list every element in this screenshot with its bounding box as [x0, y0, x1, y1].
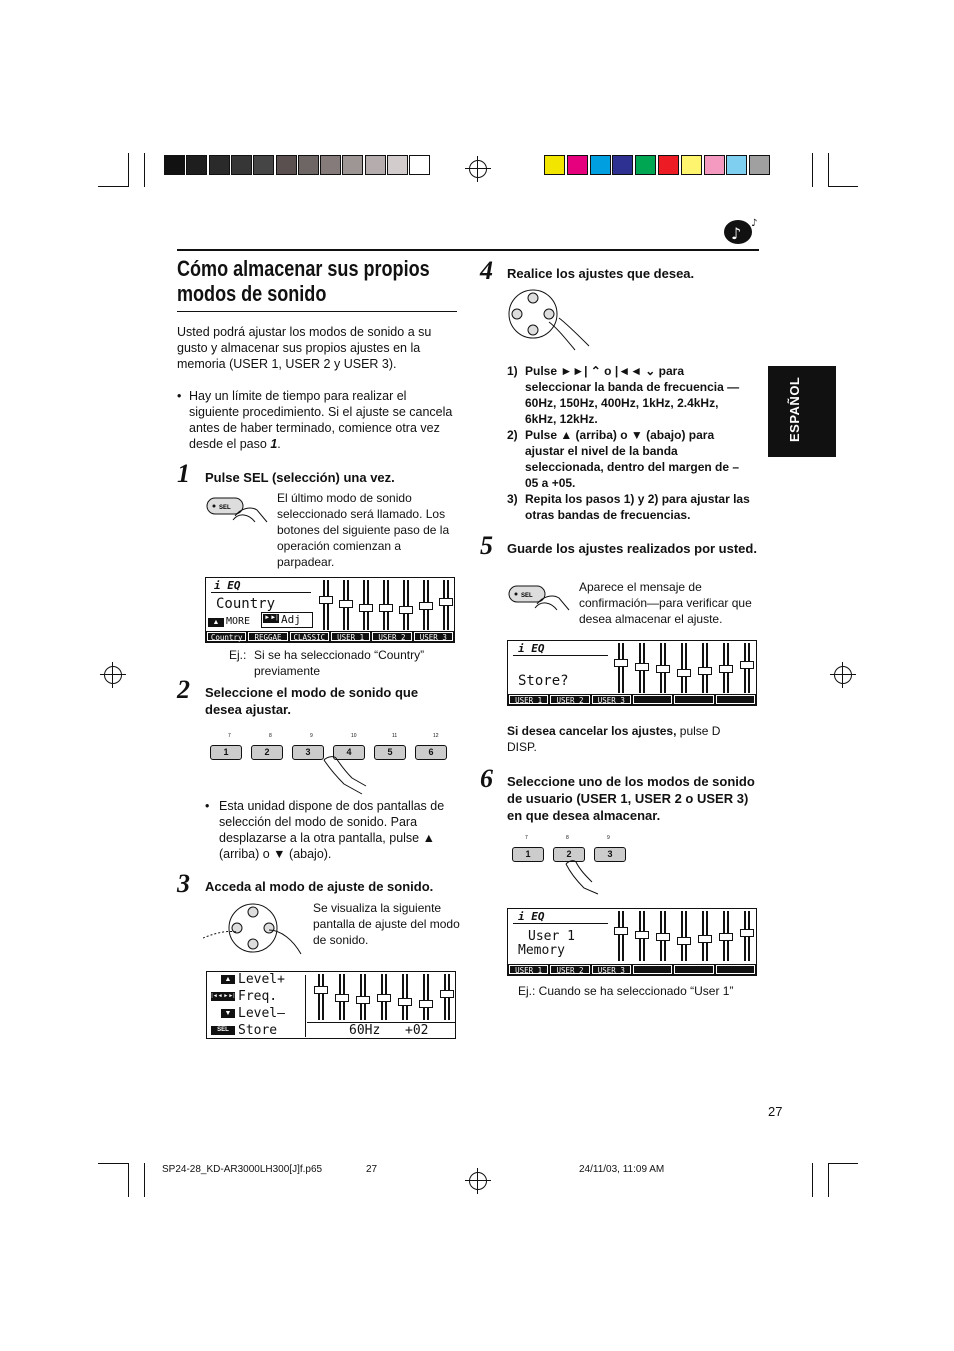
user-button-3[interactable]: 3 [594, 847, 626, 862]
eq-knob [335, 994, 349, 1002]
eq-knob [614, 659, 628, 667]
crop-mark [812, 153, 813, 187]
lcd-tab: USER 2 [372, 632, 411, 641]
sel-icon: SEL [211, 1026, 235, 1035]
title-line: Cómo almacenar sus propios [177, 256, 430, 281]
ieq-logo: i EQ [518, 910, 545, 923]
registration-mark-icon [469, 160, 487, 178]
gray-swatch [409, 155, 430, 175]
substep-label: 1) [507, 364, 518, 378]
sel-label: SEL [521, 593, 533, 599]
lcd-tabs [206, 631, 454, 642]
gray-swatch [253, 155, 274, 175]
lcd-tab [674, 965, 713, 974]
eq-knob [740, 929, 754, 937]
step-number: 2 [177, 675, 190, 704]
crop-mark [128, 153, 129, 187]
lcd-tab: USER 1 [509, 965, 548, 974]
screen-scroll-note: • Esta unidad dispone de dos pantallas de selección del modo de sonido. Para desplazarse a la otra pantalla, pulse ▲ (arriba) o ▼ (abajo). [205, 798, 457, 862]
eq-knob [339, 600, 353, 608]
lcd-tabs [508, 694, 756, 705]
eq-band [622, 911, 624, 961]
step-description: El último modo de sonido seleccionado será llamado. Los botones del siguiente paso de la operación comienzan a parpadear. [277, 491, 450, 569]
step-title: Pulse SEL (selección) una vez. [205, 470, 395, 485]
gray-swatch [387, 155, 408, 175]
eq-band [327, 580, 329, 630]
crop-mark [98, 1163, 129, 1164]
button-alt-number: 7 [525, 835, 528, 841]
lcd-tab [633, 965, 672, 974]
color-swatch [704, 155, 725, 175]
page-title [177, 256, 456, 306]
step-number: 5 [480, 531, 493, 560]
number-button-4[interactable]: 4 [333, 745, 365, 760]
lcd-store-prompt: Store? [518, 673, 569, 689]
ieq-logo: i EQ [214, 579, 241, 592]
control-dial-illustration [203, 900, 303, 958]
caption-text: Si se ha seleccionado “Country” previamente [254, 648, 425, 678]
title-rule [177, 311, 457, 312]
lcd-tab [674, 695, 713, 704]
lcd-tab: Country [207, 632, 246, 641]
number-button-5[interactable]: 5 [374, 745, 406, 760]
lcd-user: User 1 [528, 929, 575, 944]
eq-band [618, 643, 620, 693]
lcd-level-up: Level+ [238, 972, 285, 987]
step-title: Acceda al modo de ajuste de sonido. [205, 879, 434, 894]
eq-knob [698, 935, 712, 943]
color-swatch [681, 155, 702, 175]
lcd-tab: USER 3 [414, 632, 453, 641]
number-button-1[interactable]: 1 [210, 745, 242, 760]
gray-swatch [342, 155, 363, 175]
eq-band [681, 643, 683, 693]
cancel-bold: Si desea cancelar los ajustes, [507, 724, 677, 738]
bullet-text: . [277, 437, 281, 451]
lcd-more: MORE [226, 616, 251, 627]
lcd-freq: Freq. [238, 989, 278, 1004]
eq-knob [319, 596, 333, 604]
eq-band [427, 974, 429, 1020]
eq-band [685, 643, 687, 693]
crop-mark [144, 1163, 145, 1197]
crop-mark [144, 153, 145, 187]
lcd-tabs [508, 964, 756, 975]
sel-button-illustration [507, 582, 571, 618]
color-swatch [590, 155, 611, 175]
music-note-icon [722, 212, 762, 246]
eq-knob [419, 602, 433, 610]
eq-bars [608, 909, 756, 963]
number-button-2[interactable]: 2 [251, 745, 283, 760]
lcd-display-adjust [206, 971, 456, 1039]
lcd-tab [716, 695, 755, 704]
down-icon: ▼ [221, 1009, 235, 1018]
color-swatch [749, 155, 770, 175]
gray-swatch [320, 155, 341, 175]
color-swatch [612, 155, 633, 175]
eq-knob [377, 994, 391, 1002]
lcd-tab [633, 695, 672, 704]
color-swatch [658, 155, 679, 175]
eq-band [323, 580, 325, 630]
crop-mark [98, 186, 129, 187]
crop-mark [812, 1163, 813, 1197]
button-alt-number: 10 [351, 733, 357, 739]
crop-mark [828, 153, 829, 187]
substep-text: Repita los pasos 1) y 2) para ajustar las otras bandas de frecuencias. [525, 492, 750, 522]
lcd-tab [716, 965, 755, 974]
skip-back-icon: |◄◄ [211, 993, 223, 999]
gray-swatch [365, 155, 386, 175]
step-title: Seleccione uno de los modos de sonido de usuario (USER 1, USER 2 o USER 3) en que desea almacenar. [507, 774, 755, 823]
step-number: 4 [480, 256, 493, 285]
up-icon: ▲ [221, 975, 235, 984]
button-alt-number: 7 [228, 733, 231, 739]
substep-label: 2) [507, 428, 518, 442]
gray-swatch [276, 155, 297, 175]
color-swatch [567, 155, 588, 175]
button-alt-number: 12 [433, 733, 439, 739]
eq-knob [656, 933, 670, 941]
skip-forward-icon: ►►| [223, 993, 235, 999]
lcd-tab: CLASSIC [290, 632, 329, 641]
caption-label: Ej.: [229, 648, 247, 662]
lcd-store: Store [238, 1023, 278, 1038]
svg-text:♪: ♪ [731, 224, 742, 243]
lcd-adj: Adj [281, 613, 301, 626]
eq-band [685, 911, 687, 961]
color-swatch [544, 155, 565, 175]
eq-knob [356, 996, 370, 1004]
lcd-level-down: Level– [238, 1006, 285, 1021]
eq-knob [398, 998, 412, 1006]
eq-knob [656, 665, 670, 673]
lcd-tab: USER 2 [550, 695, 589, 704]
button-alt-number: 9 [310, 733, 313, 739]
lcd-display-store [507, 640, 757, 706]
button-alt-number: 11 [392, 733, 398, 739]
eq-bars [309, 972, 455, 1022]
crop-mark [828, 186, 858, 187]
lcd-mode-name: Country [216, 596, 276, 612]
ieq-logo: i EQ [518, 642, 545, 655]
sel-button-illustration [205, 492, 269, 528]
step-description: Se visualiza la siguiente pantalla de ajuste del modo de sonido. [313, 901, 460, 947]
step-number: 6 [480, 764, 493, 793]
color-swatch [635, 155, 656, 175]
lcd-level-value: +02 [405, 1023, 429, 1038]
skip-forward-icon: ►►| [264, 615, 278, 621]
header-rule [177, 249, 759, 251]
bullet-text: Esta unidad dispone de dos pantallas de selección del modo de sonido. Para desplazarse a la otra pantalla, pulse ▲ (arriba) o ▼ (abajo). [219, 799, 445, 861]
button-alt-number: 9 [607, 835, 610, 841]
lcd-tab: USER 3 [592, 695, 631, 704]
step-ref: 1 [270, 437, 278, 451]
lcd-display-country [205, 577, 455, 643]
step-number: 3 [177, 869, 190, 898]
user-button-1[interactable]: 1 [512, 847, 544, 862]
crop-mark [828, 1163, 858, 1164]
time-limit-note: • Hay un límite de tiempo para realizar el siguiente procedimiento. Si el ajuste se cancela antes de haber terminado, comience otra vez desde el paso 1. [177, 389, 453, 451]
eq-bars [608, 641, 756, 695]
gray-swatch [186, 155, 207, 175]
lcd-tab: USER 1 [331, 632, 370, 641]
eq-knob [614, 927, 628, 935]
bullet-text: Hay un límite de tiempo para realizar el siguiente procedimiento. Si el ajuste se cancela antes de haber terminado, comience otra vez desde el paso [189, 389, 453, 451]
substep-label: 3) [507, 492, 518, 506]
step-description: Aparece el mensaje de confirmación—para verificar que desea almacenar el ajuste. [579, 580, 752, 626]
button-alt-number: 8 [566, 835, 569, 841]
cancel-rest: pulse D DISP. [507, 724, 721, 754]
eq-knob [419, 1000, 433, 1008]
lcd-display-user-memory [507, 908, 757, 976]
registration-mark-icon [834, 666, 852, 684]
title-line: modos de sonido [177, 281, 327, 306]
footer-page: 27 [366, 1164, 378, 1175]
eq-band [622, 643, 624, 693]
eq-band [681, 911, 683, 961]
gray-swatch [209, 155, 230, 175]
user-button-2[interactable]: 2 [553, 847, 585, 862]
eq-knob [399, 606, 413, 614]
color-swatch [726, 155, 747, 175]
substep-text: Pulse ▲ (arriba) o ▼ (abajo) para ajustar el nivel de la banda seleccionada, dentro del margen de –05 a +05. [525, 428, 740, 490]
step-title: Realice los ajustes que desea. [507, 266, 695, 281]
eq-band [402, 974, 404, 1020]
eq-knob [440, 990, 454, 998]
gray-swatch [231, 155, 252, 175]
registration-mark-icon [104, 666, 122, 684]
registration-mark-icon [469, 1172, 487, 1190]
lcd-tab: USER 3 [592, 965, 631, 974]
number-button-6[interactable]: 6 [415, 745, 447, 760]
lcd-frequency-value: 60Hz [349, 1023, 381, 1038]
step-number: 1 [177, 459, 190, 488]
sel-label: SEL [219, 505, 231, 511]
page-number: 27 [768, 1104, 783, 1119]
eq-knob [677, 937, 691, 945]
step6-caption: Ej.: Cuando se ha seleccionado “User 1” [518, 984, 734, 998]
step-title: Seleccione el modo de sonido que desea ajustar. [205, 685, 419, 717]
number-button-3[interactable]: 3 [292, 745, 324, 760]
eq-knob [635, 663, 649, 671]
finger-illustration [318, 756, 368, 796]
language-tab [768, 366, 836, 457]
eq-band [406, 974, 408, 1020]
lcd-tab: USER 1 [509, 695, 548, 704]
eq-knob [719, 665, 733, 673]
gray-swatch [164, 155, 185, 175]
intro-text: Usted podrá ajustar los modos de sonido a su gusto y almacenar sus propios ajustes en la memoria (USER 1, USER 2 y USER 3). [177, 325, 432, 371]
step4-substeps [507, 363, 752, 523]
eq-band [322, 974, 324, 1020]
lcd-memory: Memory [518, 943, 565, 958]
crop-mark [128, 1163, 129, 1197]
substep-text: Pulse ►►| ⌃ o |◄◄ ⌄ para seleccionar la banda de frecuencia —60Hz, 150Hz, 400Hz, 1kHz, 2.4kHz, 6kHz, 12kHz. [525, 364, 740, 426]
gray-swatch [298, 155, 319, 175]
button-alt-number: 8 [269, 733, 272, 739]
eq-knob [439, 598, 453, 606]
eq-band [318, 974, 320, 1020]
up-icon: ▲ [208, 618, 224, 627]
lcd1-caption [229, 647, 459, 678]
eq-band [403, 580, 405, 630]
eq-knob [677, 669, 691, 677]
eq-knob [719, 933, 733, 941]
crop-mark [828, 1163, 829, 1197]
eq-band [407, 580, 409, 630]
finger-illustration [562, 860, 602, 896]
eq-knob [698, 667, 712, 675]
eq-band [423, 974, 425, 1020]
lcd-tab: USER 2 [550, 965, 589, 974]
eq-band [618, 911, 620, 961]
eq-knob [635, 931, 649, 939]
control-dial-illustration [505, 288, 595, 354]
cancel-note [507, 723, 747, 755]
step-title: Guarde los ajustes realizados por usted. [507, 541, 757, 556]
footer-filename: SP24-28_KD-AR3000LH300[J]f.p65 [162, 1164, 323, 1175]
language-label: ESPAÑOL [787, 376, 802, 442]
eq-bars [314, 578, 454, 632]
footer-date: 24/11/03, 11:09 AM [579, 1164, 665, 1175]
eq-knob [740, 661, 754, 669]
eq-knob [379, 604, 393, 612]
eq-knob [314, 986, 328, 994]
lcd-tab: REGGAE [248, 632, 287, 641]
eq-knob [359, 604, 373, 612]
svg-text:♪: ♪ [751, 218, 758, 229]
